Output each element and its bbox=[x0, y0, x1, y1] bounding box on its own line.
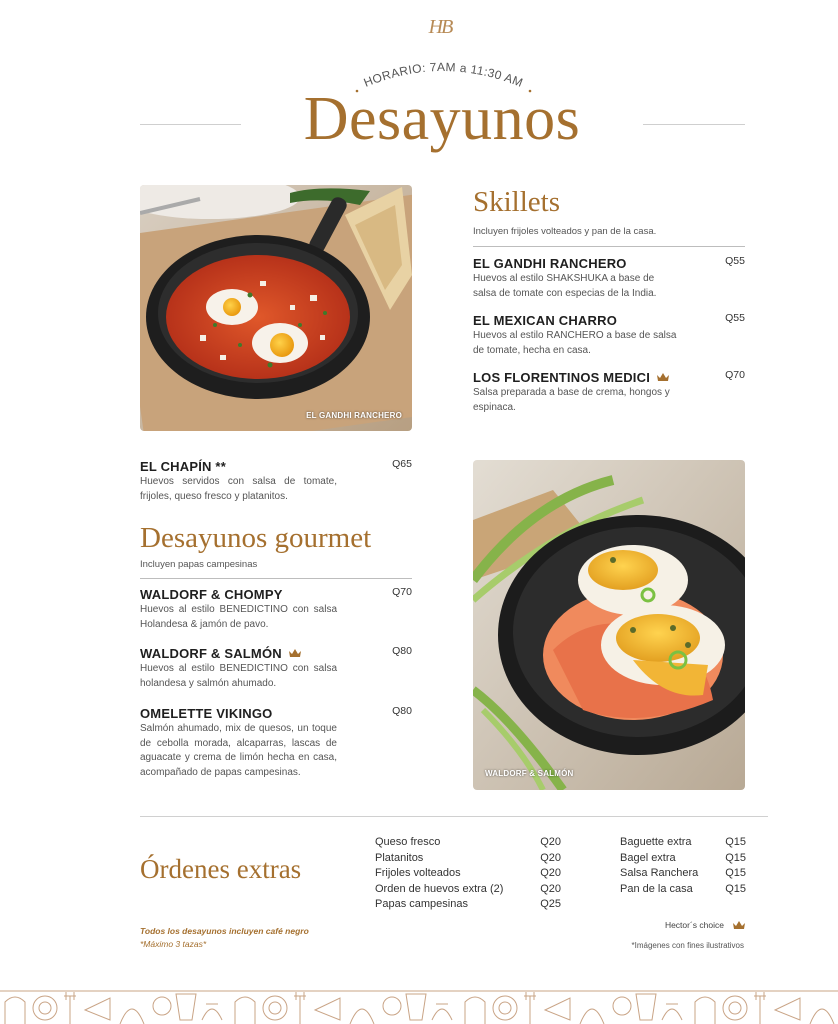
extras-divider bbox=[140, 816, 768, 817]
dish-waldorf-salmon bbox=[140, 645, 412, 691]
extra-item: Orden de huevos extra (2) Q20 bbox=[375, 882, 561, 895]
crown-icon bbox=[288, 648, 302, 658]
crown-icon bbox=[732, 920, 746, 930]
extra-item: Pan de la casa Q15 bbox=[620, 882, 746, 895]
extras-column-1 bbox=[375, 836, 561, 914]
dish-mexican-charro bbox=[473, 312, 745, 358]
dish-name: EL GANDHI RANCHERO bbox=[473, 255, 627, 271]
dish-description: Huevos al estilo BENEDICTINO con salsa Holandesa & jamón de pavo. bbox=[140, 604, 337, 630]
dish-price: Q70 bbox=[392, 586, 412, 598]
dish-gandhi-ranchero bbox=[473, 255, 745, 301]
hectors-choice-legend bbox=[640, 920, 746, 930]
page-title: Desayunos bbox=[303, 85, 581, 153]
dish-waldorf-chompy bbox=[140, 586, 412, 632]
dish-price: Q70 bbox=[725, 369, 745, 381]
extra-item: Platanitos Q20 bbox=[375, 851, 561, 864]
coffee-note: Todos los desayunos incluyen café negro bbox=[140, 926, 309, 936]
extra-item: Bagel extra Q15 bbox=[620, 851, 746, 864]
coffee-limit-note: *Máximo 3 tazas* bbox=[140, 939, 207, 949]
extra-item: Salsa Ranchera Q15 bbox=[620, 867, 746, 879]
title-rule-right bbox=[643, 124, 745, 125]
extra-item: Papas campesinas Q25 bbox=[375, 898, 561, 910]
extra-item: Frijoles volteados Q20 bbox=[375, 867, 561, 879]
section-subtitle-skillets: Incluyen frijoles volteados y pan de la casa. bbox=[473, 226, 657, 237]
crown-icon bbox=[656, 372, 670, 382]
dish-description: Huevos al estilo BENEDICTINO con salsa holandesa y salmón ahumado. bbox=[140, 663, 337, 689]
extra-item: Baguette extra Q15 bbox=[620, 836, 746, 848]
decorative-pattern bbox=[0, 990, 838, 1024]
section-rule-skillets bbox=[473, 246, 745, 247]
brand-logo: HB bbox=[428, 16, 452, 38]
dish-description: Salsa preparada a base de crema, hongos y espinaca. bbox=[473, 387, 670, 413]
dish-name: EL MEXICAN CHARRO bbox=[473, 312, 618, 328]
dish-name: OMELETTE VIKINGO bbox=[140, 705, 273, 721]
image-disclaimer: *Imágenes con fines ilustrativos bbox=[631, 941, 744, 950]
dish-name: WALDORF & CHOMPY bbox=[140, 586, 283, 602]
dish-price: Q80 bbox=[392, 645, 412, 657]
dish-description: Huevos al estilo RANCHERO a base de salsa de tomate, hecha en casa. bbox=[473, 330, 677, 356]
dish-name: EL CHAPÍN ** bbox=[140, 458, 226, 474]
dish-price: Q55 bbox=[725, 255, 745, 267]
dish-price: Q80 bbox=[392, 705, 412, 717]
photo-gandhi-ranchero bbox=[140, 185, 412, 431]
section-rule-gourmet bbox=[140, 578, 412, 579]
dish-omelette-vikingo bbox=[140, 705, 412, 780]
photo-caption-gandhi: EL GANDHI RANCHERO bbox=[306, 411, 402, 420]
section-title-gourmet: Desayunos gourmet bbox=[140, 522, 372, 554]
dish-description: Salmón ahumado, mix de quesos, un toque de cebolla morada, alcaparras, lascas de aguacate y crema de limón hecha en casa, acompañado de papas campesinas. bbox=[140, 723, 337, 778]
dish-name: WALDORF & SALMÓN bbox=[140, 645, 412, 661]
dish-price: Q55 bbox=[725, 312, 745, 324]
dish-description: Huevos servidos con salsa de tomate, frijoles, queso fresco y platanitos. bbox=[140, 476, 337, 502]
hectors-choice-label: Hector´s choice bbox=[664, 920, 724, 930]
section-title-extras: Órdenes extras bbox=[140, 854, 302, 884]
dish-name: LOS FLORENTINOS MEDICI bbox=[473, 369, 745, 385]
dish-el-chapin bbox=[140, 458, 412, 504]
photo-caption-waldorf: WALDORF & SALMÓN bbox=[485, 769, 574, 778]
dish-description: Huevos al estilo SHAKSHUKA a base de salsa de tomate con especias de la India. bbox=[473, 273, 657, 299]
photo-waldorf-salmon bbox=[473, 460, 745, 790]
extras-column-2 bbox=[620, 836, 746, 898]
section-title-skillets: Skillets bbox=[473, 186, 561, 218]
section-subtitle-gourmet: Incluyen papas campesinas bbox=[140, 559, 258, 570]
dish-florentinos-medici bbox=[473, 369, 745, 415]
hours-text: HORARIO: 7AM a 11:30 AM bbox=[361, 59, 526, 90]
extra-item: Queso fresco Q20 bbox=[375, 836, 561, 848]
dish-price: Q65 bbox=[392, 458, 412, 470]
